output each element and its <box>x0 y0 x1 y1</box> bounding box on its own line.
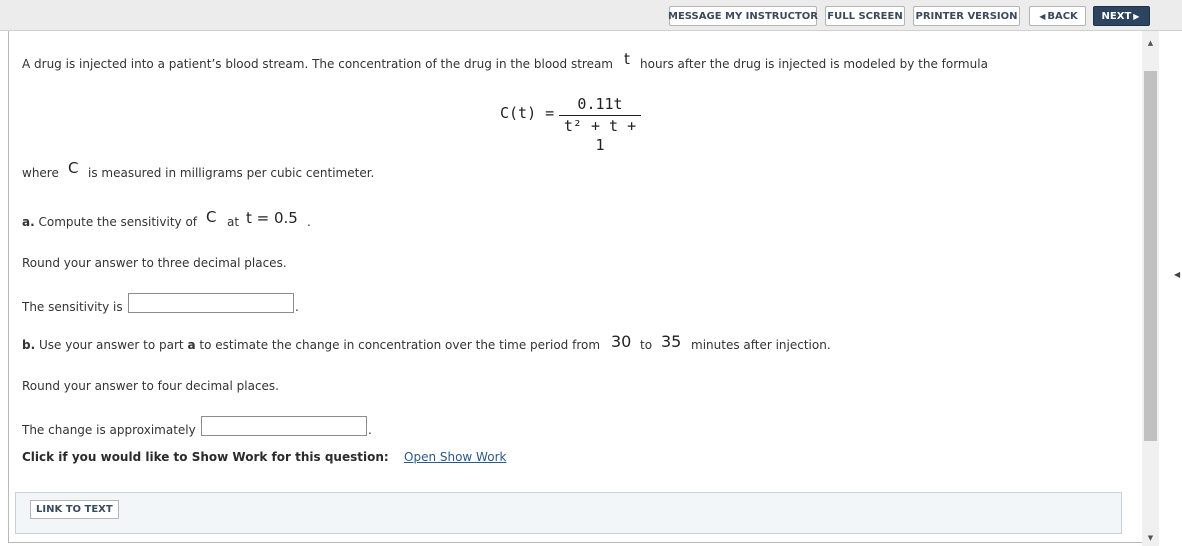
part-a-text: Compute the sensitivity of <box>38 215 198 229</box>
link-to-text-button[interactable]: LINK TO TEXT <box>30 500 119 519</box>
intro-var-t: t <box>624 50 630 68</box>
part-b-to-value: 35 <box>661 332 682 351</box>
part-b-text-middle: to estimate the change in concentration over the time period from <box>199 338 601 352</box>
part-b-line <box>22 338 600 352</box>
intro-text-after: hours after the drug is injected is modeled by the formula <box>640 57 988 71</box>
link-to-text-panel <box>15 492 1122 534</box>
scroll-up-icon[interactable]: ▲ <box>1147 39 1154 47</box>
part-b-to: to <box>640 338 653 352</box>
vertical-scrollbar[interactable] <box>1142 31 1159 546</box>
open-show-work-link[interactable]: Open Show Work <box>404 450 507 464</box>
next-button[interactable] <box>1093 6 1150 26</box>
fraction-bar <box>559 115 641 116</box>
change-input-field[interactable] <box>202 417 366 435</box>
part-b-ref: a <box>187 338 196 352</box>
full-screen-button[interactable]: FULL SCREEN <box>825 6 905 26</box>
top-toolbar <box>0 0 1182 31</box>
part-b-text-after: minutes after injection. <box>691 338 831 352</box>
where-var-c: C <box>68 159 79 177</box>
part-b-answer-prefix: The change is approximately <box>22 423 196 437</box>
part-b-rounding: Round your answer to four decimal places. <box>22 379 279 393</box>
part-b-answer-suffix: . <box>368 423 372 437</box>
formula-lhs: C(t) = <box>500 104 555 122</box>
sensitivity-input-field[interactable] <box>129 294 293 312</box>
chevron-right-icon: ▶ <box>1133 11 1140 21</box>
sensitivity-input[interactable] <box>128 293 294 313</box>
part-a-answer-prefix: The sensitivity is <box>22 300 123 314</box>
part-b-label: b. <box>22 338 36 352</box>
where-prefix: where <box>22 166 59 180</box>
where-suffix: is measured in milligrams per cubic centimeter. <box>88 166 375 180</box>
part-a-rounding: Round your answer to three decimal places. <box>22 256 287 270</box>
part-a-condition: t = 0.5 <box>246 209 298 227</box>
formula-fraction <box>555 95 645 154</box>
part-a-answer-suffix: . <box>295 300 299 314</box>
part-b-text-before: Use your answer to part <box>38 338 184 352</box>
formula-numerator: 0.11t <box>577 95 623 113</box>
formula-denominator: t² + t + 1 <box>563 117 637 154</box>
part-a-at: at <box>227 215 240 229</box>
part-a-label: a. <box>22 215 35 229</box>
show-work-prompt: Click if you would like to Show Work for this question: <box>22 450 389 464</box>
message-instructor-button[interactable]: MESSAGE MY INSTRUCTOR <box>669 6 817 26</box>
part-a-var-c: C <box>206 208 217 226</box>
collapse-panel-icon[interactable]: ◀ <box>1174 270 1181 279</box>
part-a-line <box>22 215 197 229</box>
change-input[interactable] <box>201 416 367 436</box>
chevron-left-icon: ◀ <box>1039 11 1046 21</box>
next-label: NEXT <box>1101 10 1132 22</box>
part-a-period: . <box>307 215 311 229</box>
scroll-down-icon[interactable]: ▼ <box>1147 534 1154 542</box>
part-b-from-value: 30 <box>611 332 632 351</box>
scrollbar-thumb[interactable] <box>1144 71 1157 441</box>
printer-version-button[interactable]: PRINTER VERSION <box>913 6 1020 26</box>
back-label: BACK <box>1047 10 1078 22</box>
back-button[interactable] <box>1029 6 1086 26</box>
intro-text-before: A drug is injected into a patient’s blood stream. The concentration of the drug in the blood stream <box>22 57 613 71</box>
